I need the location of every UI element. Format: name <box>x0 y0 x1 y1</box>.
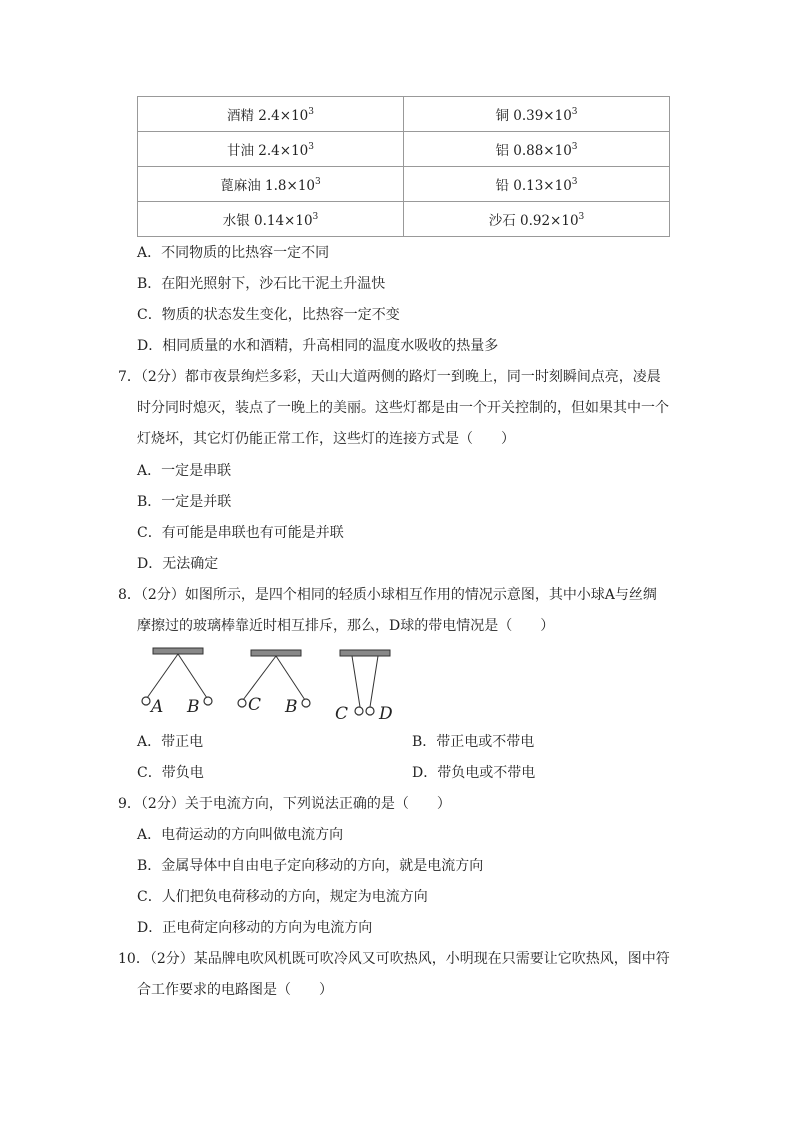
table-cell: 沙石 $0.92\times 10^3$ <box>404 202 670 237</box>
q10-stem-line: 合工作要求的电路图是（ ） <box>137 982 333 998</box>
ball-label: C <box>335 704 349 724</box>
q7-stem-line: 时分同时熄灭，装点了一晚上的美丽。这些灯都是由一个开关控制的，但如果其中一个 <box>137 400 669 416</box>
q7-option-a: A．一定是串联 <box>137 463 232 479</box>
table-row <box>138 202 670 237</box>
table-cell: 甘油 $2.4\times 10^3$ <box>138 132 404 167</box>
table-row <box>138 167 670 202</box>
table-row <box>138 132 670 167</box>
q8-stem-line: 摩擦过的玻璃棒靠近时相互排斥，那么，D球的带电情况是（ ） <box>137 618 555 634</box>
ball-label: C <box>248 695 262 715</box>
table-cell: 铅 $0.13\times 10^3$ <box>404 167 670 202</box>
q8-option-b: B．带正电或不带电 <box>412 734 535 750</box>
q10-stem-line: 10．（2分）某品牌电吹风机既可吹冷风又可吹热风，小明现在只需要让它吹热风，图中符 <box>118 951 670 967</box>
q8-option-d: D．带负电或不带电 <box>412 765 536 781</box>
q6-option-b: B．在阳光照射下，沙石比干泥土升温快 <box>137 276 386 292</box>
q9-option-a: A．电荷运动的方向叫做电流方向 <box>137 827 344 843</box>
q8-option-a: A．带正电 <box>137 734 204 750</box>
q9-stem-line: 9．（2分）关于电流方向，下列说法正确的是（ ） <box>118 796 451 812</box>
ball-pair-cb <box>238 650 310 717</box>
table-cell: 水银 $0.14\times 10^3$ <box>138 202 404 237</box>
charged-balls-figure <box>137 646 417 726</box>
table-row <box>138 97 670 132</box>
ball-pair-ab <box>142 648 212 717</box>
ball-label: D <box>379 704 393 724</box>
q8-option-c: C．带负电 <box>137 765 204 781</box>
ball-label: B <box>187 697 200 717</box>
ball-pair-cd <box>335 650 393 724</box>
table-cell: 酒精 $2.4\times 10^3$ <box>138 97 404 132</box>
table-cell: 蓖麻油 $1.8\times 10^3$ <box>138 167 404 202</box>
q7-option-c: C．有可能是串联也有可能是并联 <box>137 525 344 541</box>
table-cell: 铜 $0.39\times 10^3$ <box>404 97 670 132</box>
q6-option-a: A．不同物质的比热容一定不同 <box>137 245 330 261</box>
ball-label: B <box>285 697 298 717</box>
q6-option-d: D．相同质量的水和酒精，升高相同的温度水吸收的热量多 <box>137 338 499 354</box>
specific-heat-table <box>137 96 670 237</box>
q8-stem-line: 8．（2分）如图所示，是四个相同的轻质小球相互作用的情况示意图，其中小球A与丝绸 <box>118 587 657 603</box>
q7-option-b: B．一定是并联 <box>137 494 232 510</box>
q7-stem-line: 灯烧坏，其它灯仍能正常工作，这些灯的连接方式是（ ） <box>137 431 515 447</box>
q9-option-b: B．金属导体中自由电子定向移动的方向，就是电流方向 <box>137 858 484 874</box>
ball-label: A <box>151 697 164 717</box>
q6-option-c: C．物质的状态发生变化，比热容一定不变 <box>137 307 400 323</box>
q9-option-c: C．人们把负电荷移动的方向，规定为电流方向 <box>137 889 428 905</box>
q7-stem-line: 7．（2分）都市夜景绚烂多彩，天山大道两侧的路灯一到晚上，同一时刻瞬间点亮，凌晨 <box>118 369 661 385</box>
q7-option-d: D．无法确定 <box>137 556 219 572</box>
table-cell: 铝 $0.88\times 10^3$ <box>404 132 670 167</box>
q9-option-d: D．正电荷定向移动的方向为电流方向 <box>137 920 373 936</box>
